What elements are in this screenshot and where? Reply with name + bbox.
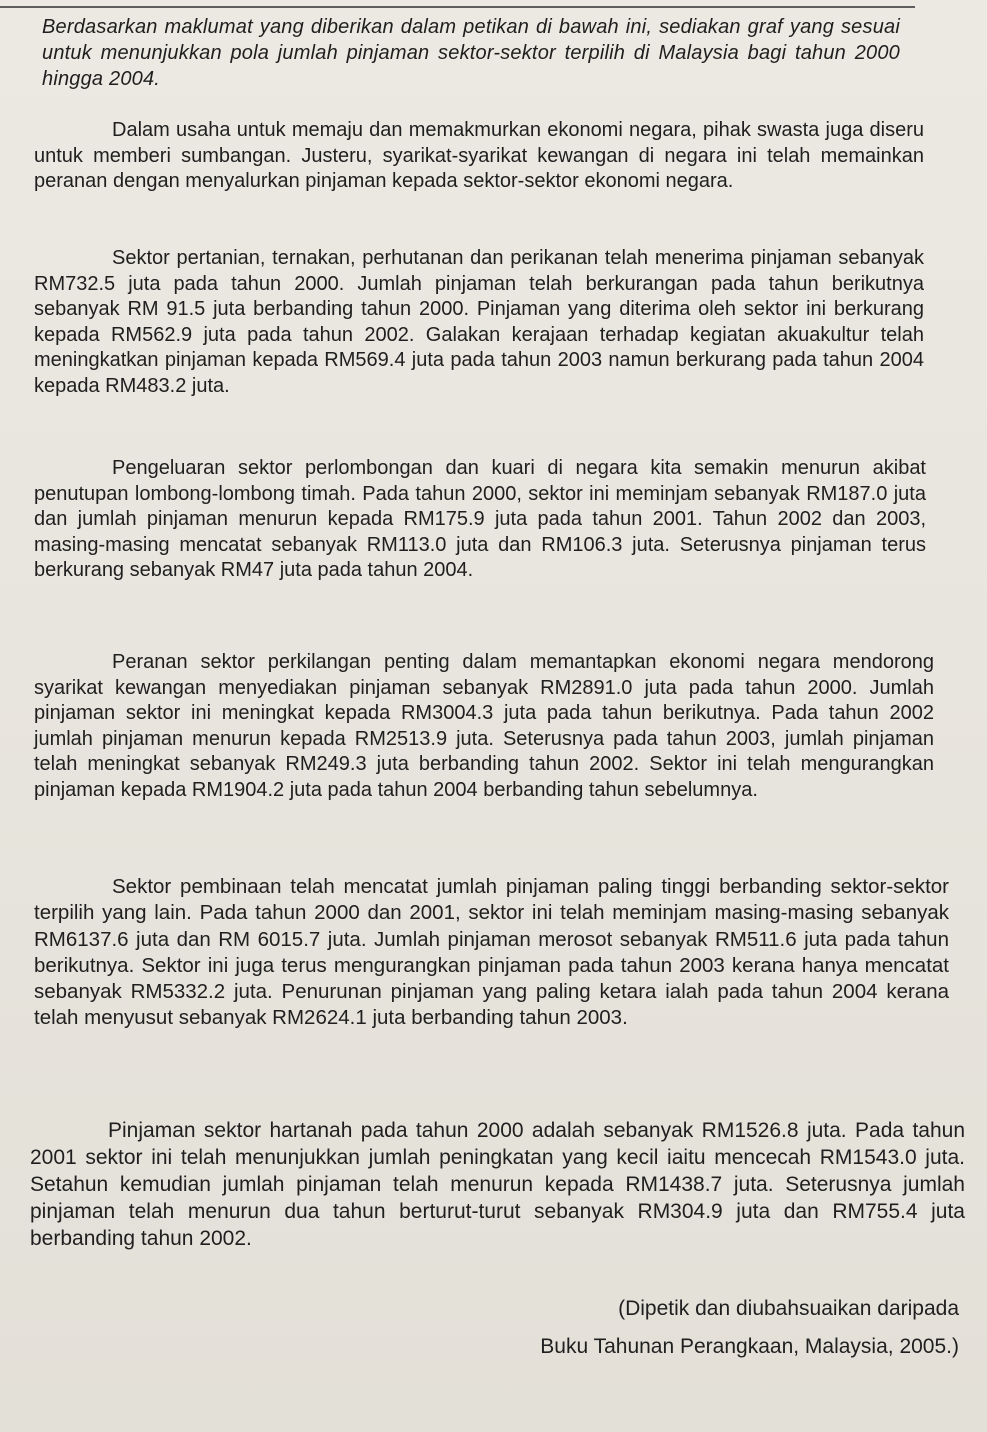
top-divider xyxy=(0,6,915,8)
paragraph-agriculture: Sektor pertanian, ternakan, perhutanan dan perikanan telah menerima pinjaman sebanyak RM732.5 juta pada tahun 2000. Jumlah pinjaman telah berkurangan pada tahun berikutnya sebanyak RM 91.5 juta berbanding tahun 2000. Pinjaman yang diterima oleh sektor ini berkurang kepada RM562.9 juta pada tahun 2002. Galakan kerajaan terhadap kegiatan akuakultur telah meningkatkan pinjaman kepada RM569.4 juta pada tahun 2003 namun berkurang pada tahun 2004 kepada RM483.2 juta. xyxy=(34,247,924,397)
source-citation-line-2: Buku Tahunan Perangkaan, Malaysia, 2005.) xyxy=(540,1335,959,1358)
instruction-text: Berdasarkan maklumat yang diberikan dalam petikan di bawah ini, sediakan graf yang sesuai untuk menunjukkan pola jumlah pinjaman sektor-sektor terpilih di Malaysia bagi tahun 2000 hingga 2004. xyxy=(42,16,900,90)
paragraph-mining: Pengeluaran sektor perlombongan dan kuari di negara kita semakin menurun akibat penutupan lombong-lombong timah. Pada tahun 2000, sektor ini meminjam sebanyak RM187.0 juta dan jumlah pinjaman menurun kepada RM175.9 juta pada tahun 2001. Tahun 2002 dan 2003, masing-masing mencatat sebanyak RM113.0 juta dan RM106.3 juta. Seterusnya pinjaman terus berkurang sebanyak RM47 juta pada tahun 2004. xyxy=(34,457,926,581)
paragraph-manufacturing: Peranan sektor perkilangan penting dalam memantapkan ekonomi negara mendorong syarikat kewangan menyediakan pinjaman sebanyak RM2891.0 juta pada tahun 2000. Jumlah pinjaman sektor ini meningkat kepada RM3004.3 juta pada tahun berikutnya. Pada tahun 2002 jumlah pinjaman menurun kepada RM2513.9 juta. Seterusnya pada tahun 2003, jumlah pinjaman telah meningkat sebanyak RM249.3 juta berbanding tahun 2002. Sektor ini telah mengurangkan pinjaman kepada RM1904.2 juta pada tahun 2004 berbanding tahun sebelumnya. xyxy=(34,651,934,801)
paragraph-construction: Sektor pembinaan telah mencatat jumlah pinjaman paling tinggi berbanding sektor-sektor terpilih yang lain. Pada tahun 2000 dan 2001, sektor ini telah meminjam masing-masing sebanyak RM6137.6 juta dan RM 6015.7 juta. Jumlah pinjaman merosot sebanyak RM511.6 juta pada tahun berikutnya. Sektor ini juga terus mengurangkan pinjaman pada tahun 2003 kerana hanya mencatat sebanyak RM5332.2 juta. Penurunan pinjaman yang paling ketara ialah pada tahun 2004 kerana telah menyusut sebanyak RM2624.1 juta berbanding tahun 2003. xyxy=(34,875,949,1030)
source-citation-line-1: (Dipetik dan diubahsuaikan daripada xyxy=(618,1297,959,1320)
paragraph-property: Pinjaman sektor hartanah pada tahun 2000 adalah sebanyak RM1526.8 juta. Pada tahun 2001 sektor ini telah menunjukkan jumlah peningkatan yang kecil iaitu mencecah RM1543.0 juta. Setahun kemudian jumlah pinjaman telah menurun kepada RM1438.7 juta. Seterusnya jumlah pinjaman telah menurun dua tahun berturut-turut sebanyak RM304.9 juta dan RM755.4 juta berbanding tahun 2002. xyxy=(30,1119,965,1250)
paragraph-intro: Dalam usaha untuk memaju dan memakmurkan ekonomi negara, pihak swasta juga diseru untuk memberi sumbangan. Justeru, syarikat-syarikat kewangan di negara ini telah memainkan peranan dengan menyalurkan pinjaman kepada sektor-sektor ekonomi negara. xyxy=(34,119,924,192)
